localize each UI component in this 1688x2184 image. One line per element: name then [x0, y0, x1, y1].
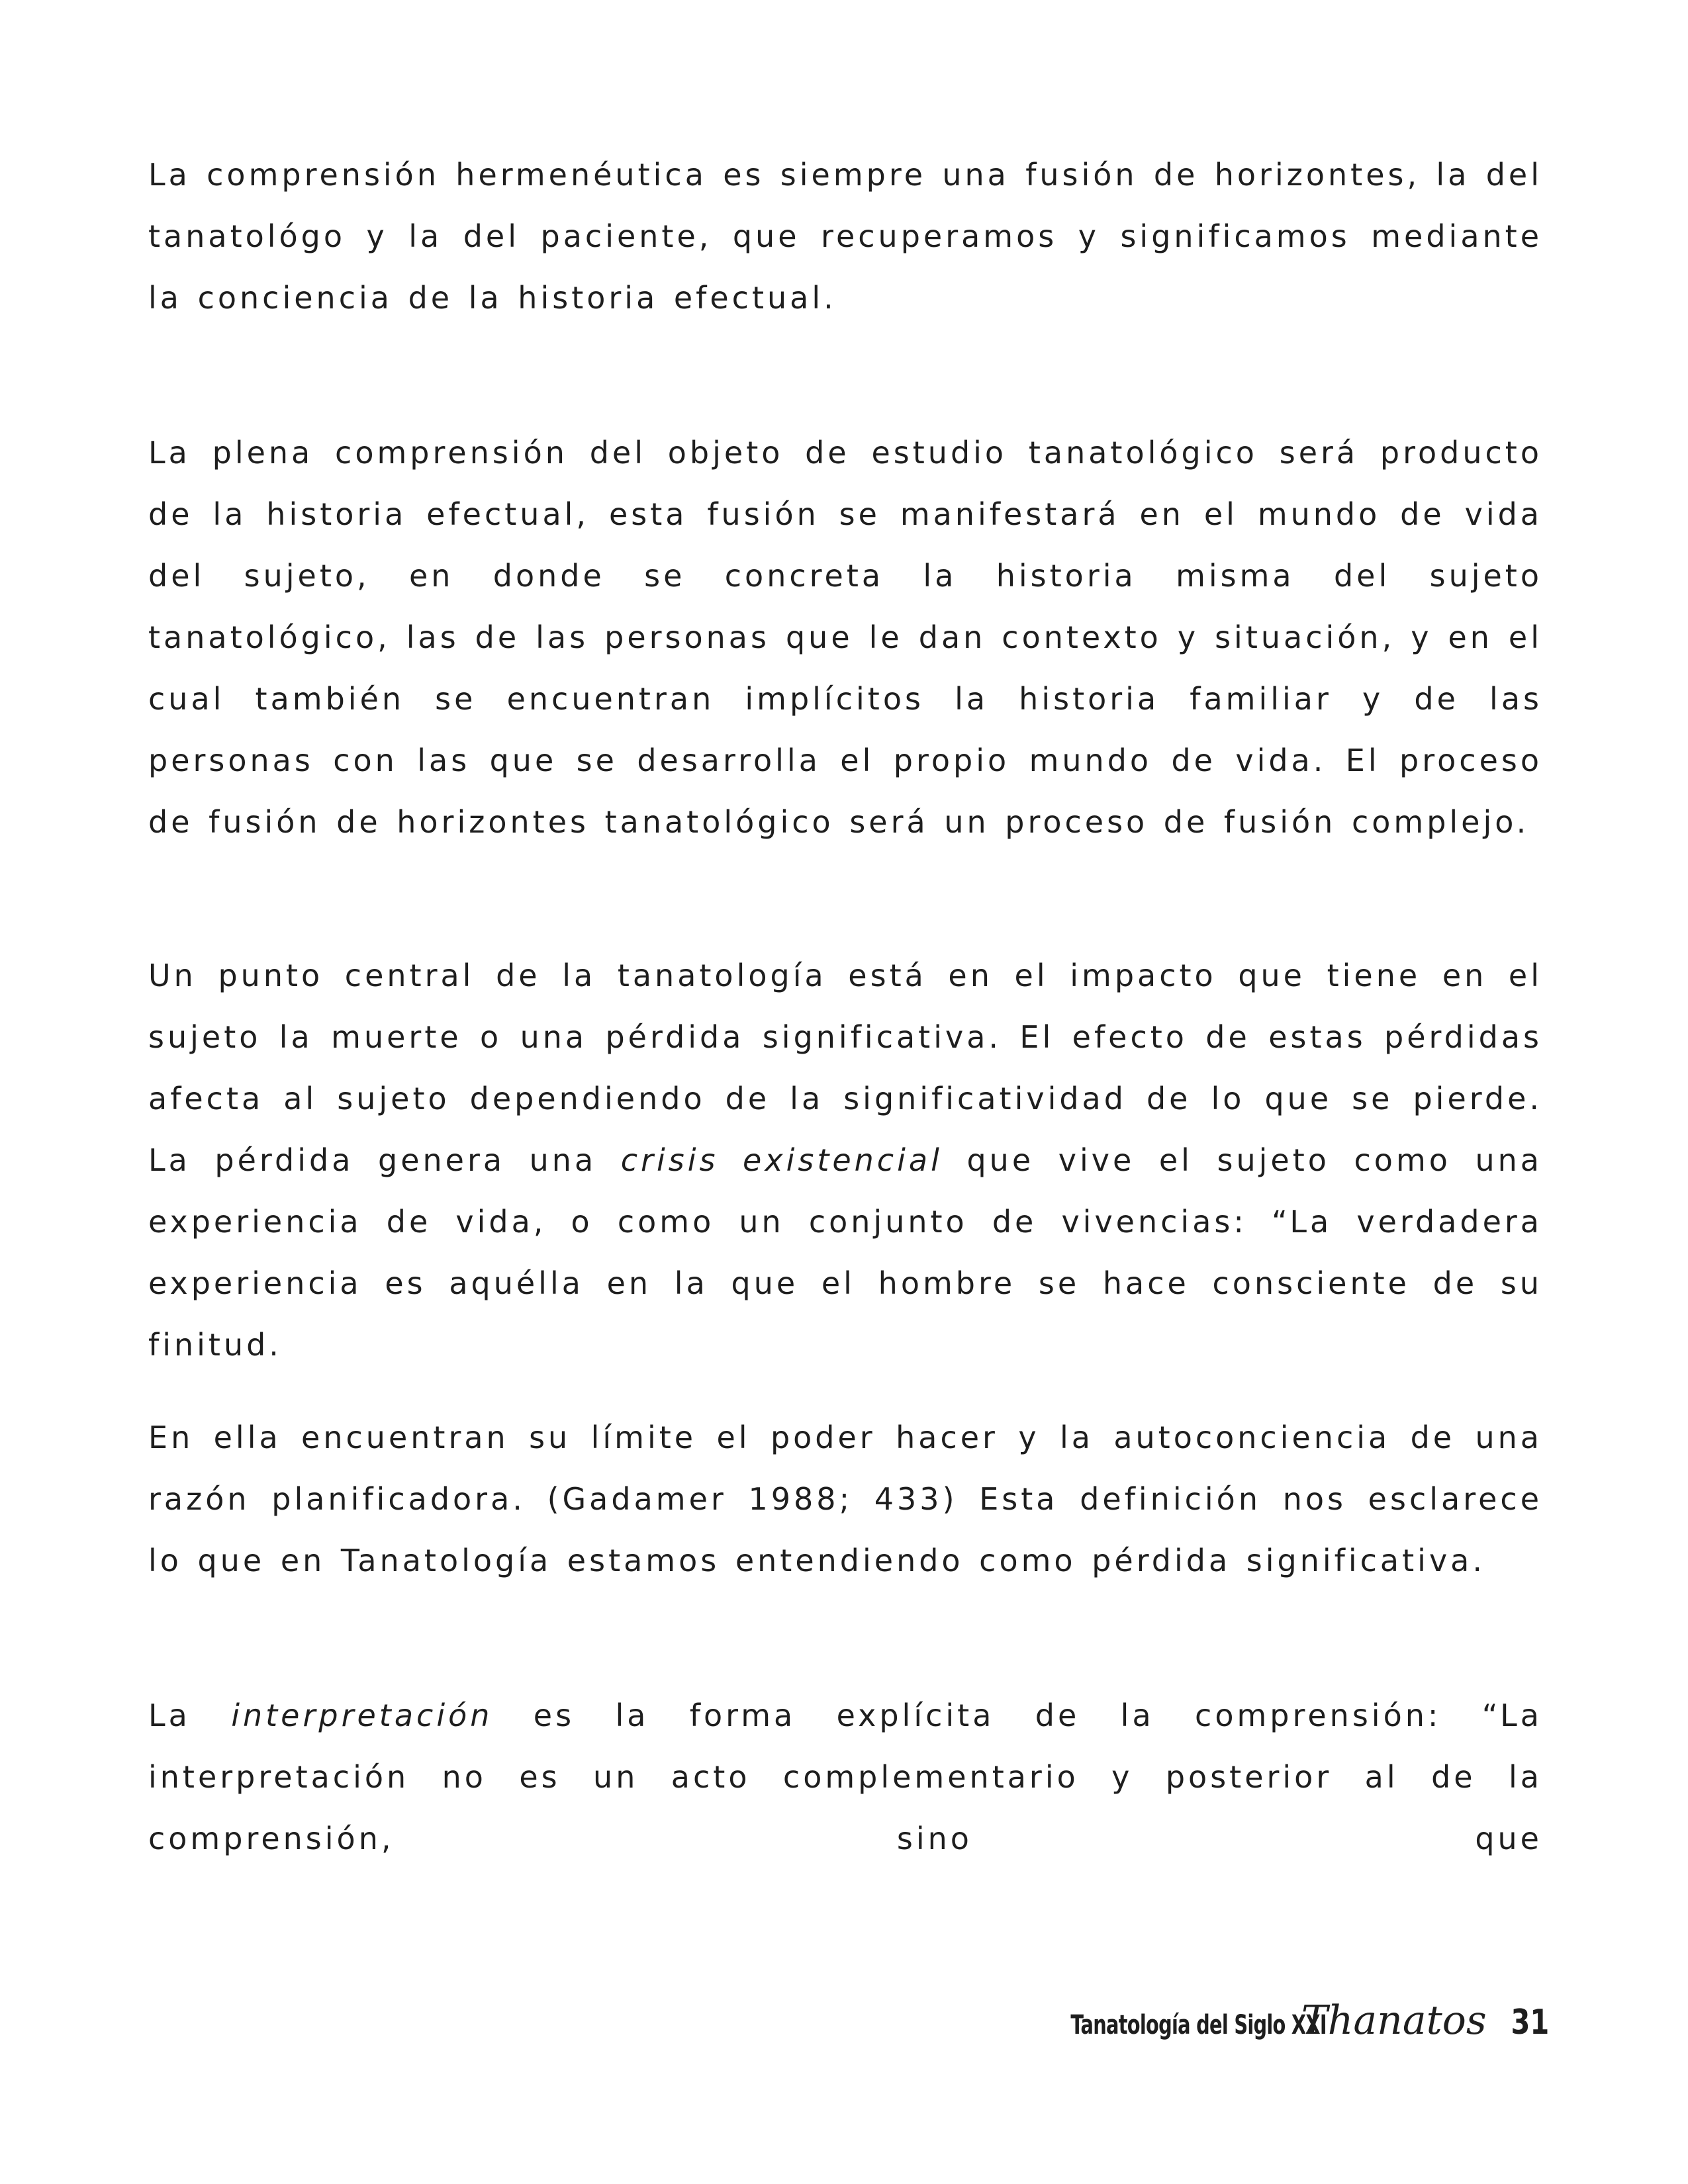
- emphasis-text: interpretación: [231, 1698, 493, 1733]
- footer-brand-logo: Thanatos: [1301, 1997, 1487, 2044]
- emphasis-text: crisis existencial: [620, 1142, 943, 1178]
- paragraph-text-segment: Un punto central de la tanatología está en el impacto que tiene en el sujeto la muerte o una pérdida significativa. El efecto de estas pérdidas afecta al sujeto dependiendo de la significatividad de lo que se pierde. La pérdida genera una: [148, 958, 1542, 1178]
- paragraph-historia-efectual: La plena comprensión del objeto de estudio tanatológico será producto de la historia efectual, esta fusión se manifestará en el mundo de vida del sujeto, en donde se concreta la historia misma del sujeto tanatológico, las de las personas que le dan contexto y situación, y en el cual también se encuentran implícitos la historia familiar y de las personas con las que se desarrolla el propio mundo de vida. El proceso de fusión de horizontes tanatológico será un proceso de fusión complejo.: [148, 435, 1542, 840]
- paragraph-gadamer-citation: En ella encuentran su límite el poder hacer y la autoconciencia de una razón planificadora. (Gadamer 1988; 433) Esta definición nos esclarece lo que en Tanatología estamos entendiendo como pérdida significativa.: [148, 1420, 1542, 1578]
- footer-series-title: Tanatología del Siglo XXI: [1070, 2010, 1327, 2040]
- paragraph-fusion-horizons: La comprensión hermenéutica es siempre una fusión de horizontes, la del tanatológo y la del paciente, que recuperamos y significamos mediante la conciencia de la historia efectual.: [148, 157, 1542, 316]
- paragraph-perdida-significativa: [148, 945, 1542, 1376]
- paragraph-text-segment: que vive el sujeto como una experiencia de vida, o como un conjunto de vivencias: “La verdadera experiencia es aquélla en la que el hombre se hace consciente de su finitud.: [148, 1142, 1542, 1363]
- paragraph-text-segment: es la forma explícita de la comprensión: “La interpretación no es un acto complementario y posterior al de la comprensión, sino que: [148, 1698, 1542, 1856]
- paragraph-interpretacion: [148, 1685, 1542, 1870]
- page-number: 31: [1511, 2003, 1549, 2042]
- page-footer: [971, 1997, 1549, 2050]
- paragraph-text-segment: La: [148, 1698, 232, 1733]
